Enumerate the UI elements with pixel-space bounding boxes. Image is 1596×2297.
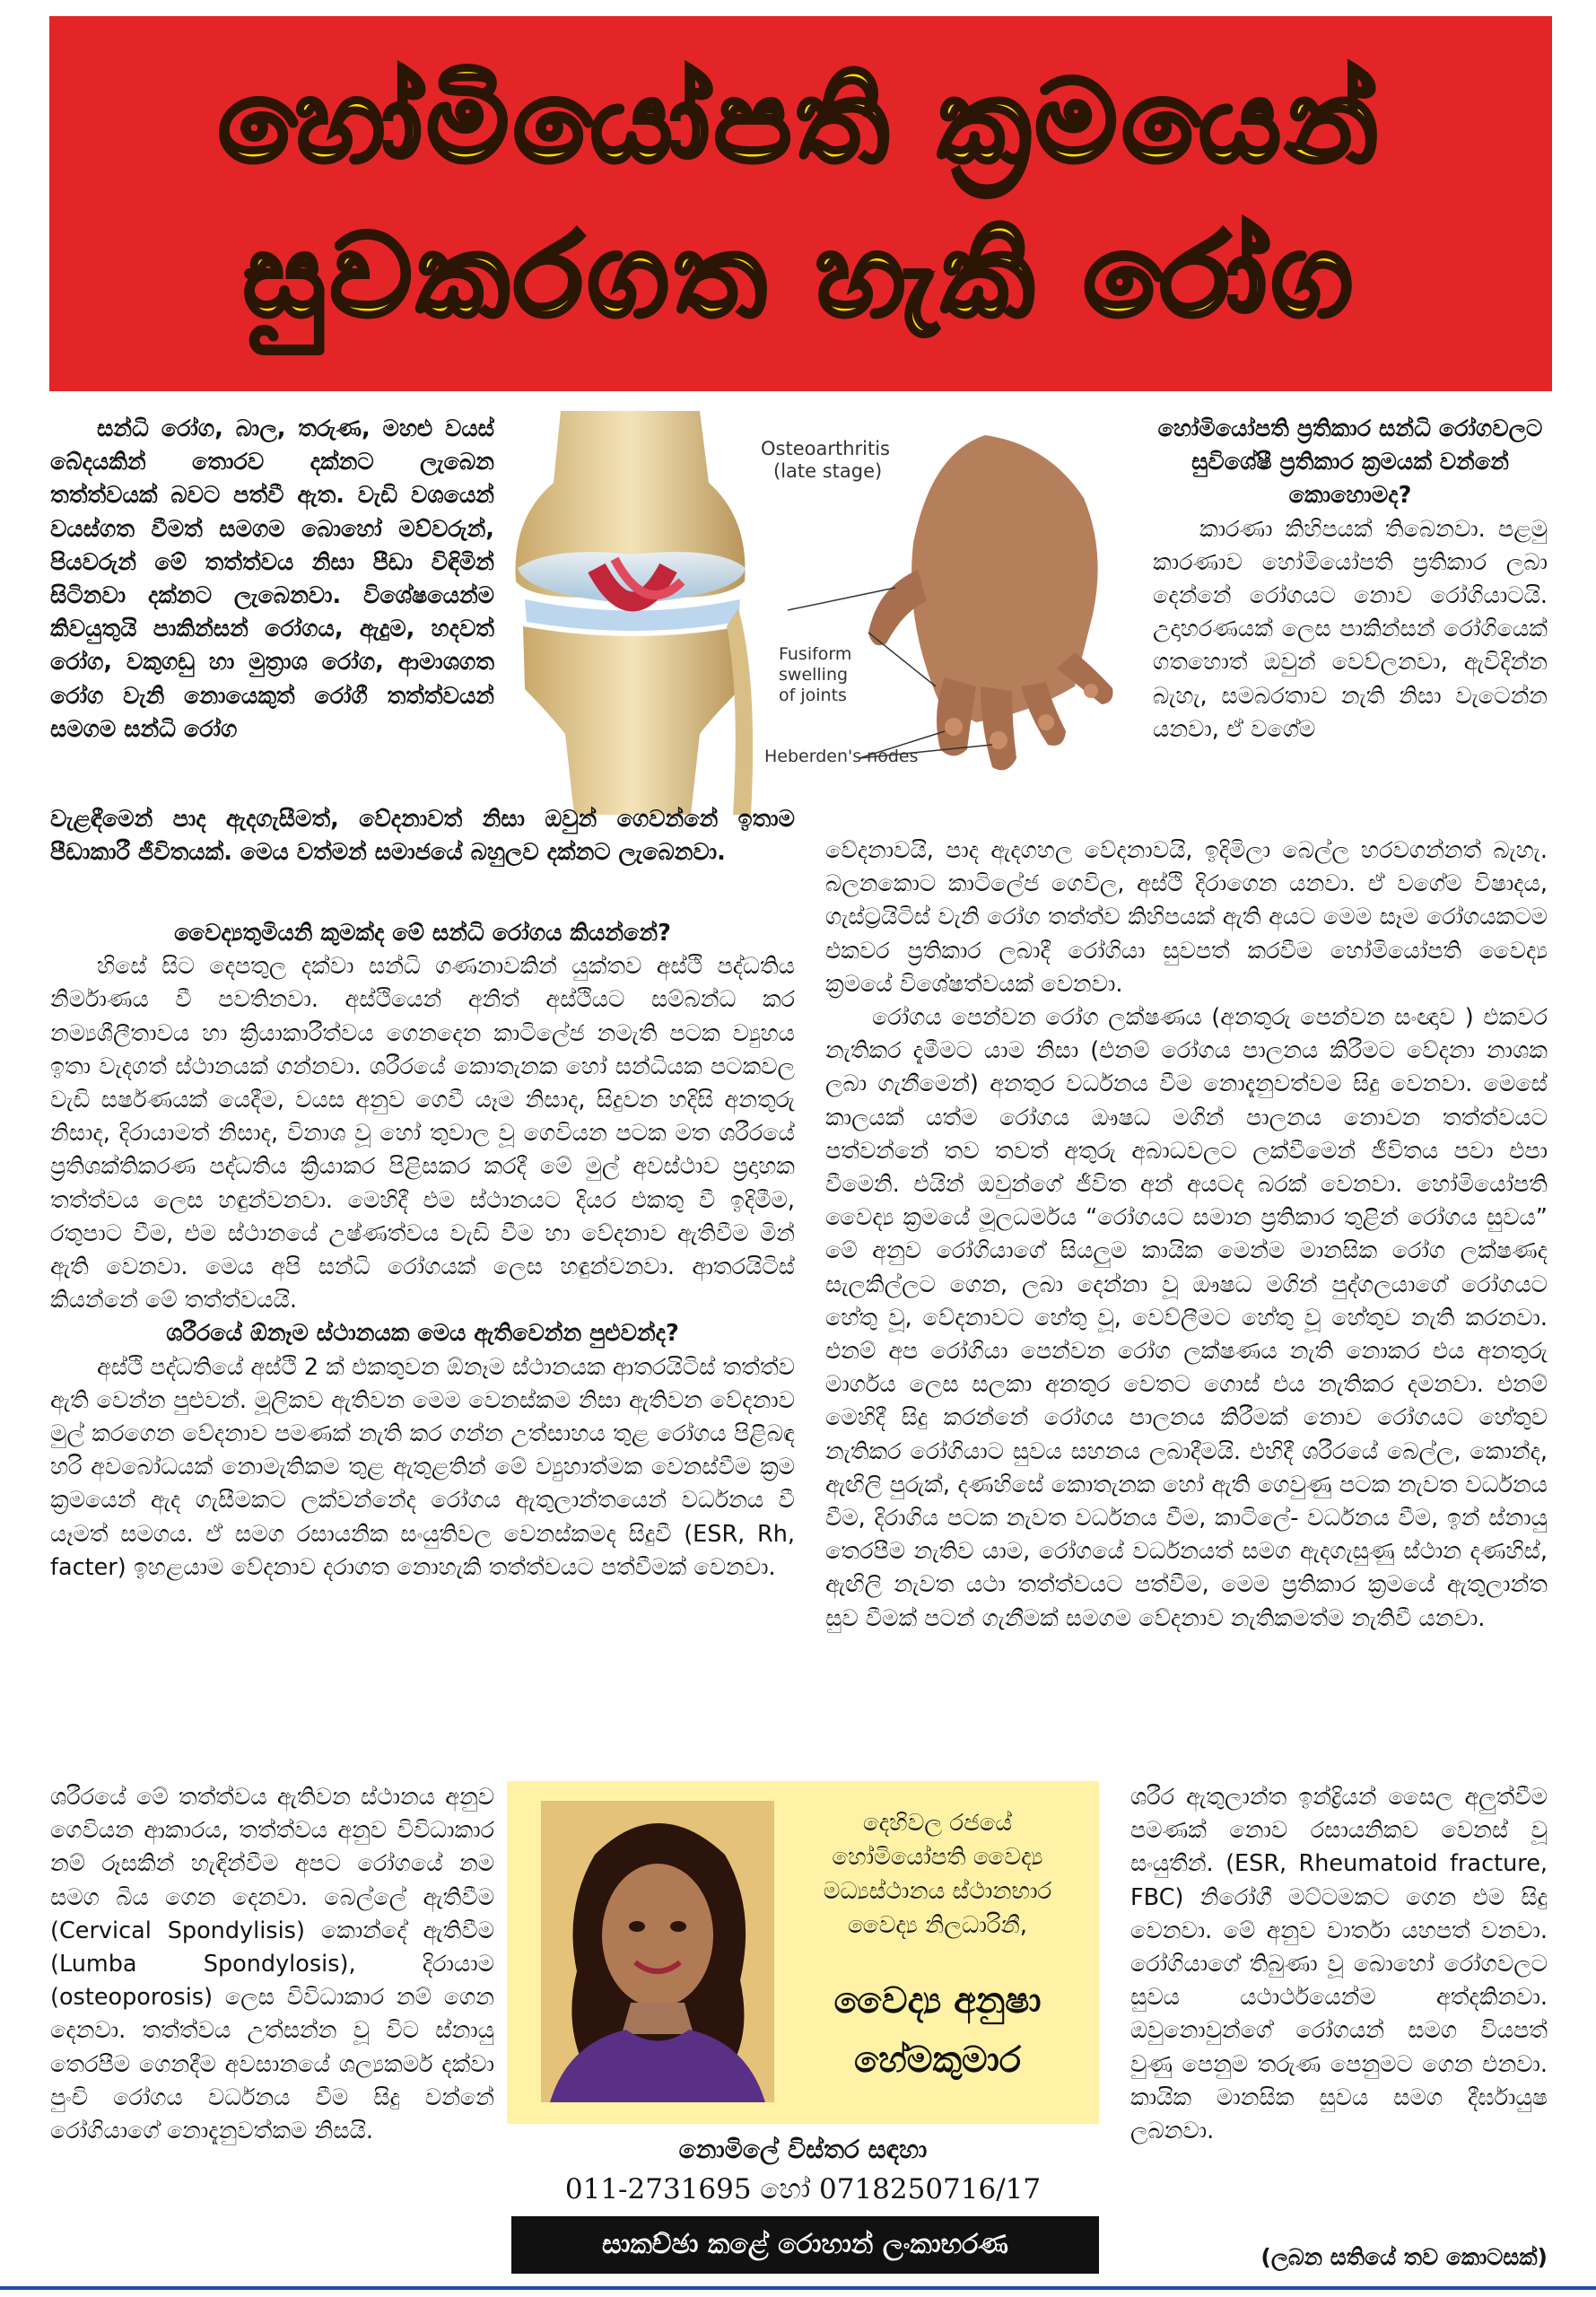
headline-banner	[49, 16, 1552, 391]
left-column-body	[50, 917, 795, 1774]
doctor-name-line-1: වෛද්‍ය අනුෂා	[833, 1980, 1042, 2022]
fusiform-label-line-1: Fusiform	[779, 644, 852, 664]
byline: සාකච්ඡා කළේ රොහාන් ලංකාභරණ	[511, 2216, 1099, 2274]
left-column-intro	[50, 413, 494, 799]
left-column-intro-cont	[50, 803, 795, 916]
subheading-where-it-occurs: ශරීරයේ ඕනෑම ස්ථානයක මෙය ඇතිවෙන්න පුළුවන්ද?	[166, 1320, 679, 1348]
paragraph-reasons: කාරණා කිහිපයක් තිබෙනවා. පළමු කාරණාව හෝමියෝපති ප්‍රතිකාර ලබා දෙන්නේ රෝගයට නොව රෝගියාටයි. උදාහරණයක් ලෙස පාකින්සන් රෝගියෙක් ගතහොත් ඔවුන් වෙව්ලනවා, ඇවිදින්න බැහැ, සමබරතාව නැති නිසා වැටෙන්න යනවා, ඒ වගේම	[1153, 515, 1548, 743]
paragraph-principle: රෝගය පෙන්වන රෝග ලක්ෂණය (අනතුරු පෙන්වන සංඥාව ) එකවර නැතිකර දැමීමට යාම නිසා (එනම් රෝගය පාලනය කිරීමට වේදනා නාශක ලබා ගැනීමෙන්) අනතුර වර්ධනය වීම නොදැනුවත්වම සිදු වෙනවා. මෙසේ කාලයක් යත්ම රෝගය ඖෂධ මගින් පාලනය නොවන තත්ත්වයට පත්වන්නේ තව තවත් අතුරු අබාධවලට ලක්වීමෙන් ජීවිතය පවා එපා වීමෙනි. එයින් ඔවුන්ගේ ජීවිත අන් අයටද බරක් වෙනවා. හෝමියෝපති වෛද්‍ය ක්‍රමයේ මූලධර්මය “රෝගයට සමාන ප්‍රතිකාර තුළින් රෝගය සුවය” මේ අනුව රෝගියාගේ සියලුම කායික මෙන්ම මානසික රෝග ලක්ෂණද සැලකිල්ලට ගෙන, ලබා දෙන්නා වූ ඖෂධ මගින් පුද්ගලයාගේ රෝගයට හේතු වූ, වේදනාවට හේතු වූ, වෙව්ලීමට හේතු වූ හේතුව නැති කරනවා. එනම් අප රෝගියා පෙන්වන රෝග ලක්ෂණය නැති නොකර එය අනතුරු මාර්ගය ලෙස සලකා අනතුර වෙතට ගොස් එය නැතිකර දමනවා. එනම් මෙහිදී සිදු කරන්නේ රෝගය පාලනය කිරීමක් නොව රෝගයට හේතුව නැතිකර රෝගියාට සුවය සහනය ලබාදීමයි. එහිදී ශරීරයේ බෙල්ල, කොන්ද, ඇඟිලි පුරුක්, දණහිසේ කොතැනක හෝ ඇති ගෙවුණු පටක නැවත වර්ධනය වීම, දිරාගිය පටක නැවත වර්ධනය වීම, කාටිලේ- වර්ධනය වීම, ඉන් ස්නායු තෙරපීම නැතිව යාම, රෝගයේ වර්ධනයත් සමග ඇදගැසුණු ස්ථාන දණහිස්, ඇඟිලි නැවත යථා තත්ත්වයට පත්වීම, මෙම ප්‍රතිකාර ක්‍රමයේ ඇතුලාන්ත සුව වීමක් පටන් ගැනීමක් සමගම වේදනාව නැතිකමත්ම නැතිවී යනවා.	[825, 1004, 1548, 1632]
paragraph-where-it-occurs: අස්ථි පද්ධතියේ අස්ථි 2 ක් එකතුවන ඕනෑම ස්ථානයක ආතරයිටිස් තත්ත්ව ඇති වෙන්න පුළුවන්. මූලිකව ඇතිවන මෙම වෙනස්කම නිසා ඇතිවන වේදනාව මුල් කරගෙන වේදනාව පමණක් නැති කර ගන්න උත්සාහය තුළ රෝගය පිළිබඳ හරි අවබෝධයක් නොමැතිකම තුළ ඇතුළතින් මේ ව්‍යුහාත්මක වෙනස්වීම ක්‍රම ක්‍රමයෙන් ඇද ගැසීමකට ලක්වන්නේද රෝගය ඇතුලාන්තයෙන් වර්ධනය වී යෑමත් සමගය. ඒ සමග රසායනික සංයුතිවල වෙනස්කමද සිදුවී (ESR, Rh, facter) ඉහළයාම වේදනාව දරාගත නොහැකි තත්ත්වයට පත්වීමක් වෙනවා.	[50, 1353, 795, 1581]
subheading-what-is-arthritis: වෛද්‍යතුමියනි කුමක්ද මේ සන්ධි රෝගය කියන්නේ?	[174, 920, 671, 947]
subheading-why-homeopathy: හෝමියෝපති ප්‍රතිකාර සන්ධි රෝගවලට සුවිශේෂී ප්‍රතිකාර ක්‍රමයක් වන්නේ කොහොමද?	[1157, 415, 1543, 510]
headline-line-1: හෝමියෝපති ක්‍රමයෙන්	[218, 56, 1383, 188]
doctor-title-line-3: මධ්‍යස්ථානය ස්ථානභාර	[823, 1878, 1052, 1905]
hand-title-line-1: Osteoarthritis	[761, 438, 890, 459]
knee-joint-illustration	[498, 411, 767, 815]
doctor-portrait	[541, 1801, 774, 2102]
continued-note: (ලබන සතියේ තව කොටසක්)	[1260, 2244, 1548, 2270]
doctor-title	[785, 1806, 1090, 1943]
heberden-label: Heberden's nodes	[764, 747, 919, 766]
fusiform-label-line-3: of joints	[779, 686, 847, 705]
doctor-title-line-4: වෛද්‍ය නිලධාරිනී,	[848, 1912, 1027, 1939]
paragraph-results: ශරීර ඇතුලාන්ත ඉන්ද්‍රියන් සෛල අලුත්වීම පමණක් නොව රසායනිකව වෙනස් වූ සංයුතීන්. (ESR, Rheumatoid fracture, FBC) නිරෝගී මට්ටමකට ගෙන එම සිදු වෙනවා. මේ අනුව වාර්තා යහපත් වනවා. රෝගියාගේ තිබුණා වූ බොහෝ රෝගවලට සුවය යථාර්ථයෙන්ම අත්දකිනවා. ඔවුනොවුන්ගේ රෝගයන් සමග වියපත් වුණු පෙනුම තරුණ පෙනුමට ගෙන එනවා. කායික මානසික සුවය සමග දීර්ඝායුෂ ලබනවා.	[1130, 1784, 1548, 2145]
hand-title	[761, 438, 895, 483]
headline-line-2: සුවකරගත හැකි රෝග	[243, 210, 1358, 342]
intro-paragraph: සන්ධි රෝග, බාල, තරුණ, මහළු වයස් බේදයකින් තොරව දක්නට ලැබෙන තත්ත්වයක් බවට පත්වී ඇත. වැඩි වශයෙන් වයස්ගත වීමත් සමගම බොහෝ මව්වරුන්, පියවරුන් මේ තත්ත්වය නිසා පීඩා විඳිමින් සිටිනවා දක්නට ලැබෙනවා. විශේෂයෙන්ම කිවයුතුයි පාකින්සන් රෝගය, ඇදුම, හදවත් රෝග, වකුගඩු හා මුත්‍රාශ රෝග, ආමාශගත රෝග වැනි නොයෙකුත් රෝගී තත්ත්වයන් සමගම සන්ධි රෝග	[50, 415, 494, 743]
left-column-bottom	[50, 1781, 494, 2279]
bottom-rule	[0, 2286, 1596, 2290]
fusiform-label	[779, 644, 886, 706]
doctor-name	[785, 1971, 1090, 2090]
doctor-title-line-1: දෙහිවල රජයේ	[862, 1810, 1013, 1837]
intro-paragraph-continued: වැළඳීමෙන් පාද ඇදගැසීමත්, වේදනාවත් නිසා ඔවුන් ගෙවන්නේ ඉතාම පීඩාකාරී ජීවිතයක්. මෙය වත්මන් සමාජයේ බහුලව දක්නට ලැබෙනවා.	[50, 806, 795, 867]
paragraph-names-of-conditions: ශරීරයේ මේ තත්ත්වය ඇතිවන ස්ථානය අනුව ගෙවියන ආකාරය, තත්ත්වය අනුව විවිධාකාර නම් රූසකින් හැඳින්වීම අපට රෝගයේ නම සමග බිය ගෙන දෙනවා. බෙල්ලේ ඇතිවීම (Cervical Spondylisis) කොන්දේ ඇතිවීම (Lumba Spondylosis), දිරායාම (osteoporosis) ලෙස විවිධාකාර නම් ගෙන දෙනවා. තත්ත්වය උත්සන්න වූ විට ස්නායු තෙරපීම ගෙනදීම අවසානයේ ශල්‍යකර්ම දක්වා පුංචි රෝගය වර්ධනය වීම සිදු වන්නේ රෝගියාගේ නොදැනුවත්කම නිසයි.	[50, 1784, 494, 2145]
contact-phone: 011-2731695 හෝ 0718250716/17	[564, 2173, 1042, 2205]
doctor-profile-box	[507, 1781, 1099, 2124]
hand-title-line-2: (late stage)	[773, 460, 883, 482]
fusiform-label-line-2: swelling	[779, 665, 849, 685]
right-column-bottom	[1130, 1781, 1548, 2248]
doctor-title-line-2: හෝමියෝපති වෛද්‍ය	[832, 1844, 1043, 1871]
doctor-name-line-2: හේමකුමාර	[853, 2039, 1022, 2081]
contact-label: නොමිලේ විස්තර සඳහා	[678, 2135, 928, 2164]
paragraph-arthritis-explained: හිසේ සිට දෙපතුල දක්වා සන්ධි ගණනාවකින් යුක්තව අස්ථි පද්ධතිය නිර්මාණය වී පවතිනවා. අස්ථියෙන් අනිත් අස්ථියට සම්බන්ධ කර නම්‍යශීලීතාවය හා ක්‍රියාකාරීත්වය ගෙනදෙන කාටිලේජ නමැති පටක ව්‍යුහය ඉතා වැදගත් ස්ථානයක් ගන්නවා. ශරීරයේ කොතැනක හෝ සන්ධියක පටකවල වැඩි සර්ෂණයක් යෙදීම, වයස අනුව ගෙවී යෑම නිසාද, සිදුවන හදිසි අනතුරු නිසාද, දිරායාමත් නිසාද, විනාශ වූ හෝ තුවාල වූ ගෙවියන පටක මත ශරීරයේ ප්‍රතිශක්තිකරණ පද්ධතිය ක්‍රියාකර පිළිසකර කරදී මේ මුල් අවස්ථාව ප්‍රදාහක තත්ත්වය ලෙස හඳුන්වනවා. මෙහිදී එම ස්ථානයට දියර එකතු වී ඉදිමීම, රතුපාට වීම, එම ස්ථානයේ උෂ්ණත්වය වැඩි වීම හා වේදනාව ඇතිවීම මින් ඇති වෙනවා. මෙය අපි සන්ධි රෝගයක් ලෙස හඳුන්වනවා. ආතරයිටිස් කියන්නේ මේ තත්ත්වයයි.	[50, 953, 795, 1314]
paragraph-symptoms: වේදනාවයි, පාද ඇදගහල වේදනාවයි, ඉදිමිලා බෙල්ල හරවගන්නත් බැහැ. බලනකොට කාටිලේජ ගෙවිල, අස්ථි දිරාගෙන යනවා. ඒ වගේම විෂාදය, ගැස්ට්‍රයිටිස් වැනි රෝග තත්ත්ව කිහිපයක් ඇති අයට මෙම සෑම රෝගයකටම එකවර ප්‍රතිකාර ලබාදී රෝගියා සුවපත් කරවීම හෝමියෝපති වෛද්‍ය ක්‍රමයේ විශේෂත්වයක් වෙනවා.	[825, 837, 1548, 998]
right-column-body	[825, 834, 1548, 1777]
right-column-top	[1153, 413, 1548, 834]
